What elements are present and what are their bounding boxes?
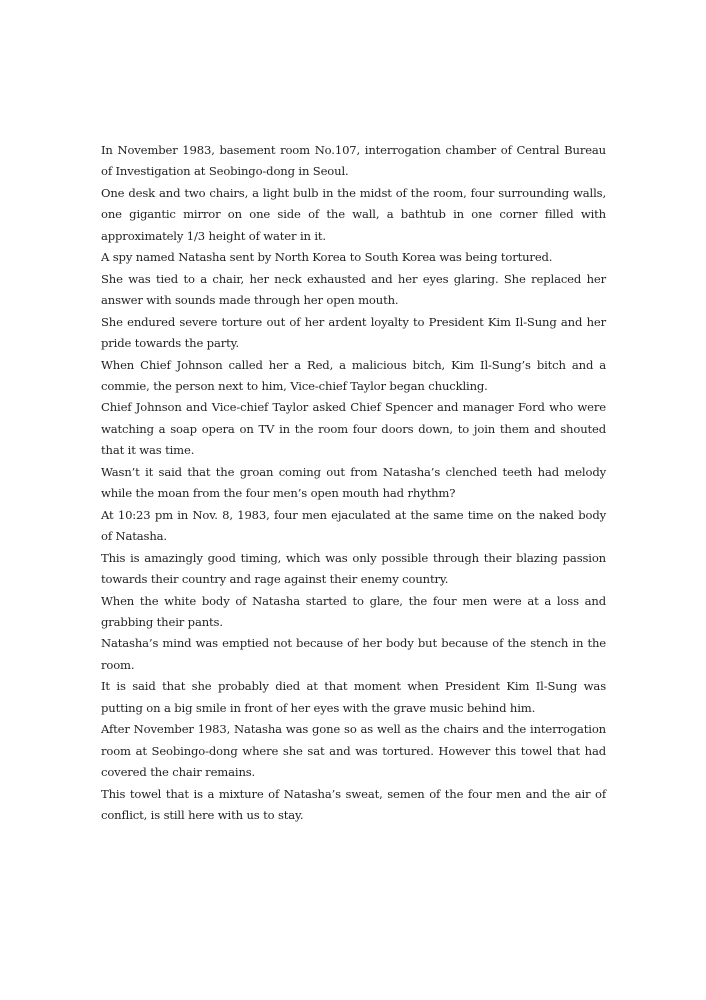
paragraph-14: After November 1983, Natasha was gone so as well as the chairs and the interrogation room at Seobingo-dong where she sat and was tortured. However this towel that had covered the chair remains. — [101, 722, 606, 780]
paragraph-2: One desk and two chairs, a light bulb in the midst of the room, four surrounding walls, one gigantic mirror on one side of the wall, a bathtub in one corner filled with approximately 1/3 height of water in it. — [101, 185, 606, 243]
paragraph-4: She was tied to a chair, her neck exhausted and her eyes glaring. She replaced her answer with sounds made through her open mouth. — [101, 271, 606, 308]
paragraph-15: This towel that is a mixture of Natasha’s sweat, semen of the four men and the air of conflict, is still here with us to stay. — [101, 786, 606, 823]
paragraph-11: When the white body of Natasha started to glare, the four men were at a loss and grabbing their pants. — [101, 593, 606, 629]
body-text — [101, 140, 606, 827]
paragraph-5: She endured severe torture out of her ardent loyalty to President Kim Il-Sung and her pride towards the party. — [101, 314, 606, 351]
paragraph-9: At 10:23 pm in Nov. 8, 1983, four men ejaculated at the same time on the naked body of Natasha. — [101, 507, 606, 544]
paragraph-7: Chief Johnson and Vice-chief Taylor asked Chief Spencer and manager Ford who were watching a soap opera on TV in the room four doors down, to join them and shouted that it was time. — [101, 400, 606, 458]
paragraph-10: This is amazingly good timing, which was only possible through their blazing passion towards their country and rage against their enemy country. — [101, 550, 606, 587]
paragraph-8: Wasn’t it said that the groan coming out from Natasha’s clenched teeth had melody while the moan from the four men’s open mouth had rhythm? — [101, 464, 606, 501]
paragraph-12: Natasha’s mind was emptied not because of her body but because of the stench in the room. — [101, 636, 606, 672]
paragraph-3: A spy named Natasha sent by North Korea to South Korea was being tortured. — [101, 250, 553, 265]
paragraph-1: In November 1983, basement room No.107, interrogation chamber of Central Bureau of Investigation at Seobingo-dong in Seoul. — [101, 143, 606, 179]
paragraph-6: When Chief Johnson called her a Red, a malicious bitch, Kim Il-Sung’s bitch and a commie, the person next to him, Vice-chief Taylor began chuckling. — [101, 357, 606, 393]
paragraph-13: It is said that she probably died at that moment when President Kim Il-Sung was putting on a big smile in front of her eyes with the grave music behind him. — [101, 679, 606, 715]
